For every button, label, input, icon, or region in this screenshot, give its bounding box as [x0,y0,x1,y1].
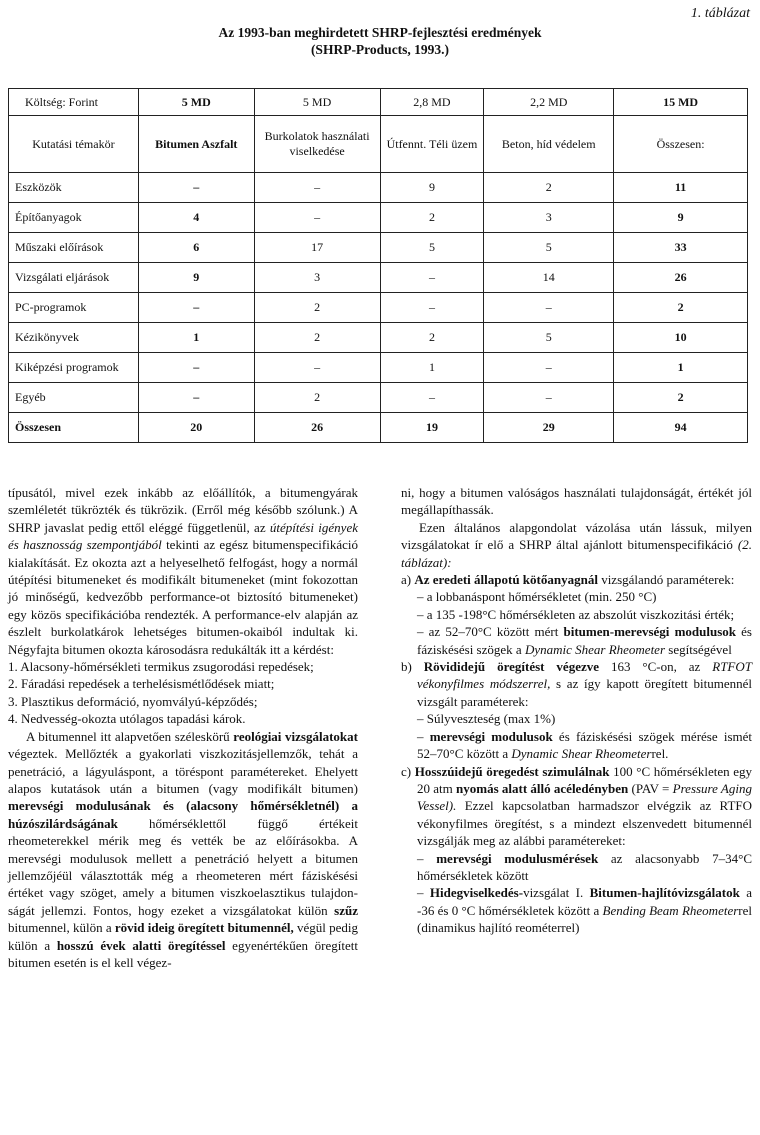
table-cell: 20 [138,413,254,443]
list-item-a: a) Az eredeti állapotú kötőanyagnál vizsgálandó paraméterek: [401,572,735,588]
row-label-cell: Kutatási témakör [9,116,139,173]
table-cell: 2 [484,173,614,203]
table-cell: 5 MD [138,89,254,116]
table-cell: 19 [380,413,484,443]
table-cell: 1 [138,323,254,353]
table-cell: 29 [484,413,614,443]
table-cell: – [254,173,380,203]
sub-item: – merevségi modulusmérések az alacsonyabb 7–34°C hőmérsékletek között [417,850,752,883]
table-cell: 5 MD [254,89,380,116]
table-cell: – [380,293,484,323]
row-label-cell: Kézikönyvek [9,323,139,353]
table-cell: 3 [254,263,380,293]
paragraph: Ezen általános alapgondolat vázolása után lássuk, milyen vizsgálatokat ír elő a SHRP által ajánlott bitumenspecifikáció (2. táblázat): [401,519,752,570]
right-column [401,484,752,937]
table-cell: 14 [484,263,614,293]
total-row [9,413,748,443]
table-cell: 9 [380,173,484,203]
table-cell: 33 [614,233,748,263]
table-cell: – [484,293,614,323]
table-cell: 2 [380,323,484,353]
table-cell: 4 [138,203,254,233]
paragraph: ni, hogy a bitumen valóságos használati tulajdonságát, értékét jól megállapíthassák. [401,485,752,518]
table-cell: 2 [614,383,748,413]
table-cell: 17 [254,233,380,263]
table-row [9,203,748,233]
table-cell: Beton, híd védelem [484,116,614,173]
table-cell: 5 [380,233,484,263]
list-item-b: b) Rövididejű öregítést végezve 163 °C-on, az RTFOT vékonyfilmes módszerrel, s az így kapott öregített bitumennél vizsgált paraméterek: [401,659,752,709]
table-cell: – [138,293,254,323]
sub-item: – merevségi modulusok és fáziskésési szögek mérése ismét 52–70°C között a Dynamic Shear Rheometerrel. [417,728,752,762]
table-row [9,383,748,413]
table-cell: – [484,383,614,413]
sub-item: – a lobbanáspont hőmérsékletet (min. 250 °C) [417,589,657,605]
table-cell: 2 [614,293,748,323]
row-label-cell: Műszaki előírások [9,233,139,263]
table-cell: 6 [138,233,254,263]
table-cell: – [138,173,254,203]
list-item: 4. Nedvesség-okozta utólagos tapadási károk. [8,711,246,727]
table-cell: – [380,263,484,293]
table-cell: 2 [254,383,380,413]
table-cell: – [138,353,254,383]
table-cell: – [484,353,614,383]
table-cell: 26 [254,413,380,443]
row-label-cell: Egyéb [9,383,139,413]
table-cell: 9 [138,263,254,293]
row-label-cell: PC-programok [9,293,139,323]
table-row [9,173,748,203]
table-title-line1: Az 1993-ban meghirdetett SHRP-fejlesztési eredmények [218,25,542,40]
table-title [0,24,760,58]
row-label-cell: Építőanyagok [9,203,139,233]
table-cell: 2,8 MD [380,89,484,116]
paragraph: típusától, mivel ezek inkább az előállítók, a bitumengyárak szemléletét tükrözték és tükrözik. (Erről még később szólunk.) A SHRP javaslat pedig ettől eléggé függetlenül, az útépítési igények és hasznosság szempontjából tekinti az egész bitumenspecifikáció kialakítását. Ez okozta azt a helyeselhető felfogást, hogy a normál útépítési bitumeneket és modifikált bitumeneket (mint fokozottan jó minőségű, kedvezőbb performance-ot biztosító bitumeneket) egy közös specifikációba rendezték. A performance-elv alapján az észlelt burkolatkárok lehetséges bitumen-okaiból indultak ki. Négyfajta bitumen okozta károsodásra redukálták itt a kérdést: [8,485,358,657]
list-item: 2. Fáradási repedések a terhelésismétlődések miatt; [8,676,275,692]
row-label-cell: Kiképzési programok [9,353,139,383]
table-row [9,263,748,293]
table-cell: Útfennt. Téli üzem [380,116,484,173]
table-row [9,353,748,383]
table-cell: – [254,203,380,233]
paragraph: A bitumennel itt alapvetően széleskörű reológiai vizsgálatokat végeztek. Mellőzték a gyakorlati viszkozitásjellemzők, tehát a penetráció, a lágyuláspont, a töréspont paramétereket. Ehelyett alapos kutatások után a bitumen (vagy modifikált bitumen) merevségi modulusának és (alacsony hőmérsékletnél) a húzószilárdságának hőmérséklettől függő értékeit rheometerekkel mérik meg és vették be az előírásokba. A merevségi modulusok mellett a penetráció helyett a bitumen jellemzőjéül választották még a rheometeren mért fáziskésési értéket vagy szöget, amely a bitumen viszkoelasztikus tulajdonságát jellemzi. Fontos, hogy ezeket a vizsgálatokat külön szűz bitumennel, külön a rövid ideig öregített bitumennél, végül pedig külön a hosszú évek alatti öregítéssel egyenértékűen öregített bitumen esetén is el kell végez- [8,728,358,970]
table-cell: 2 [254,293,380,323]
table-cell: 1 [614,353,748,383]
table-cell: 11 [614,173,748,203]
table-cell: Összesen: [614,116,748,173]
table-cell: – [254,353,380,383]
sub-item: – az 52–70°C között mért bitumen-merevségi modulusok és fáziskésési szögek a Dynamic Shear Rheometer segítségével [417,624,752,657]
table-cell: Burkolatok használati viselkedése [254,116,380,173]
table-cell: 5 [484,233,614,263]
row-label-cell: Eszközök [9,173,139,203]
table-cell: 3 [484,203,614,233]
table-row [9,233,748,263]
row-label-cell: Költség: Forint [9,89,139,116]
header-row-cost [9,89,748,116]
header-row-topics [9,116,748,173]
table-cell: – [138,383,254,413]
table-cell: 2,2 MD [484,89,614,116]
table-cell: 26 [614,263,748,293]
sub-item: – Hidegviselkedés-vizsgálat I. Bitumen-hajlítóvizsgálatok a -36 és 0 °C hőmérsékletek között a Bending Beam Rheometerrel (dinamikus hajlító reométerrel) [417,885,752,936]
table-cell: 15 MD [614,89,748,116]
sub-item: – Súlyveszteség (max 1%) [417,711,556,727]
table-cell: – [380,383,484,413]
table-cell: 5 [484,323,614,353]
sub-item: – a 135 -198°C hőmérsékleten az abszolút viszkozitási érték; [417,606,735,622]
table-cell: Bitumen Aszfalt [138,116,254,173]
list-item: 3. Plasztikus deformáció, nyomvályú-képződés; [8,693,258,709]
list-item: 1. Alacsony-hőmérsékleti termikus zsugorodási repedések; [8,659,314,675]
table-cell: 1 [380,353,484,383]
list-item-c: c) Hosszúidejű öregedést szimulálnak 100 °C hőmérsékleten egy 20 atm nyomás alatt álló acéledényben (PAV = Pressure Aging Vessel). Ezzel kapcsolatban harmadszor elvégzik az RTFO vékonyfilmes öregítést, s a mindezt elszenvedett bitumennél vizsgálják meg az alábbi paramétereket: [401,763,752,849]
table-number-label: 1. táblázat [690,6,750,21]
table-cell: 2 [254,323,380,353]
table-cell: 2 [380,203,484,233]
table-cell: 9 [614,203,748,233]
table-row [9,323,748,353]
row-label-cell: Összesen [9,413,139,443]
table-cell: 10 [614,323,748,353]
damage-list [8,658,358,728]
table-title-line2: (SHRP-Products, 1993.) [310,42,450,57]
results-table [8,88,748,443]
table-cell: 94 [614,413,748,443]
row-label-cell: Vizsgálati eljárások [9,263,139,293]
table-row [9,293,748,323]
left-column [8,484,358,971]
